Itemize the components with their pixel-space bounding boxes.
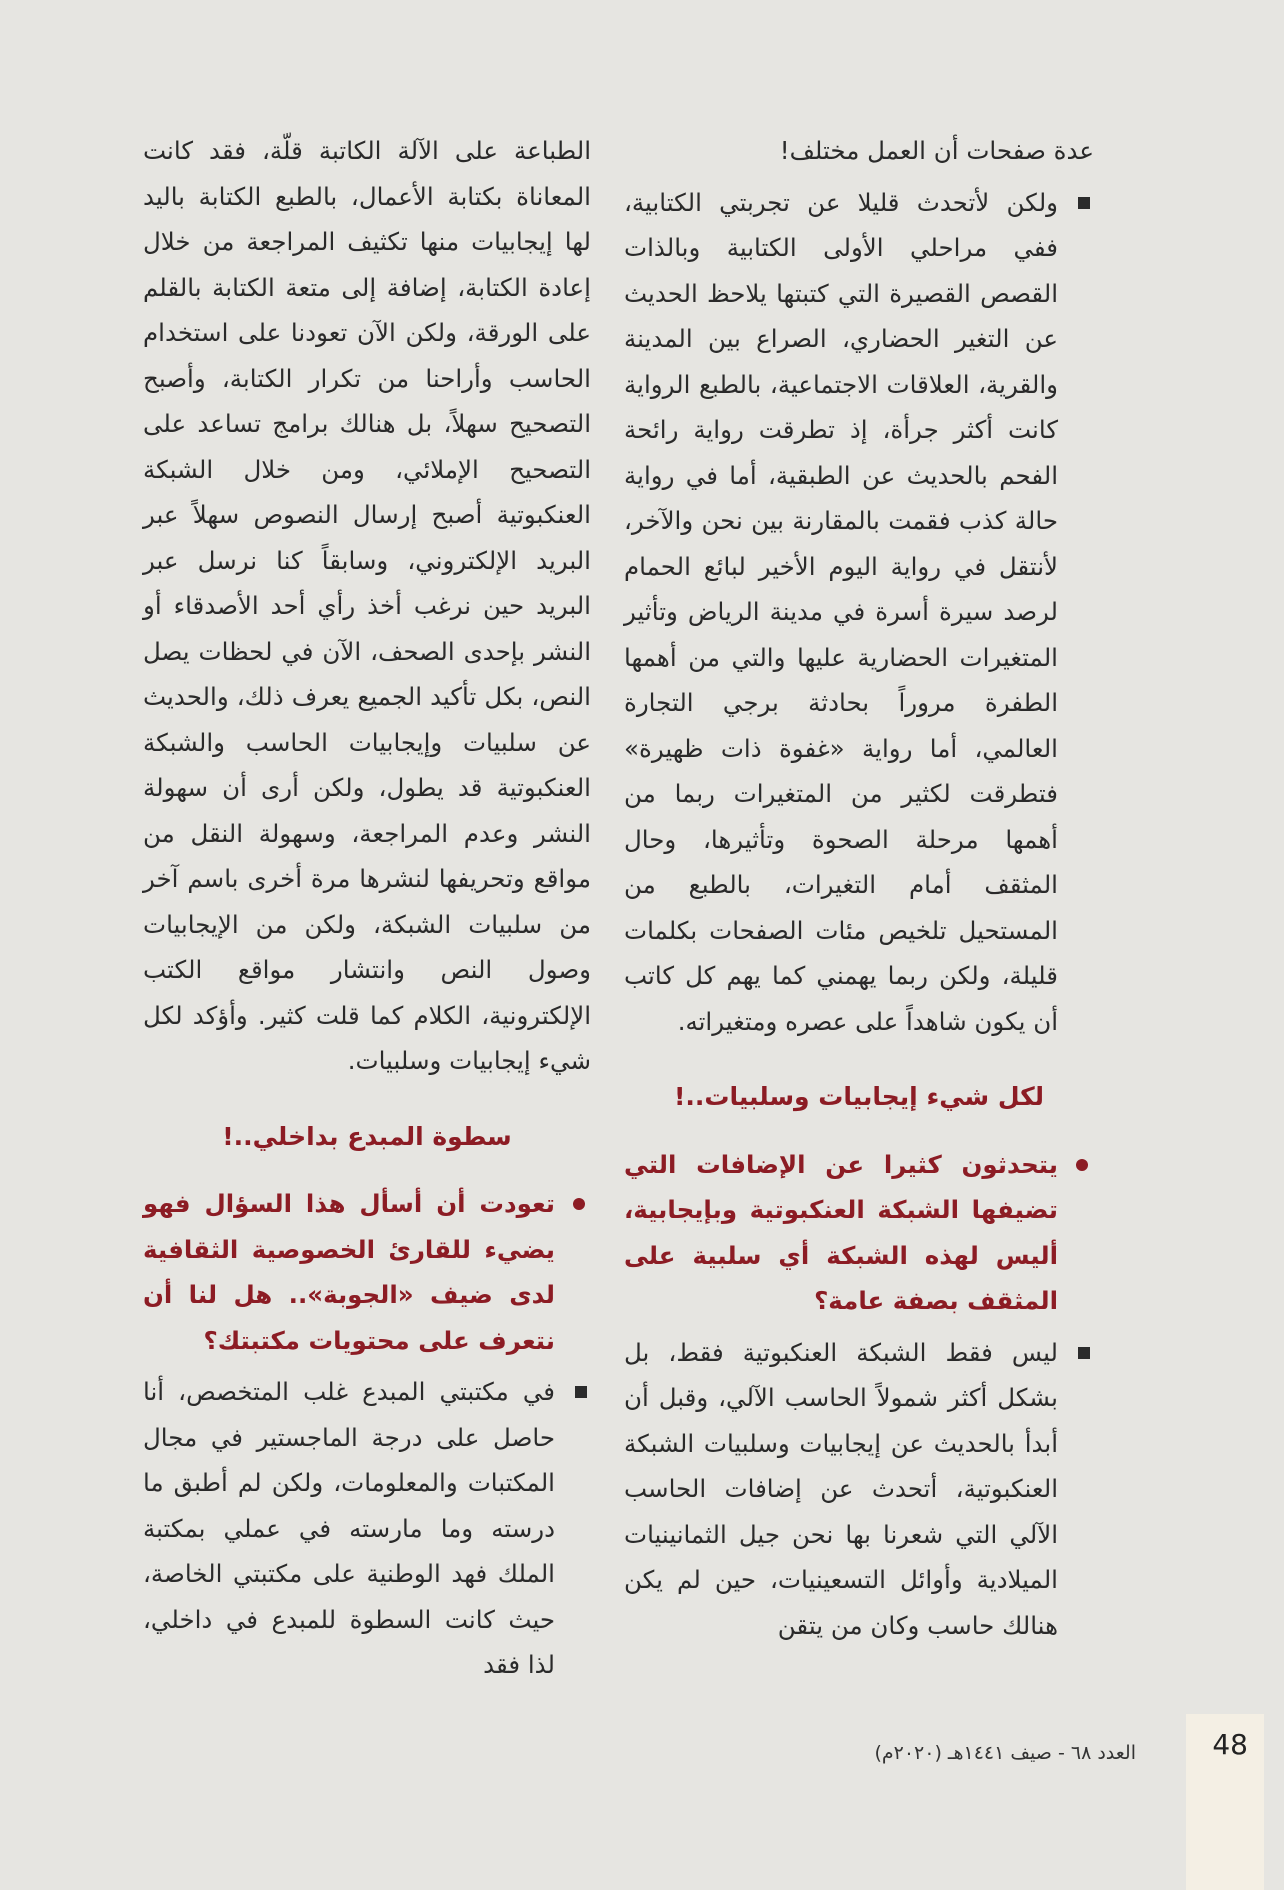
square-bullet-icon [1078, 1347, 1090, 1359]
right-column [624, 128, 1094, 1654]
paragraph-answer-network [624, 1330, 1094, 1649]
paragraph-text: في مكتبتي المبدع غلب المتخصص، أنا حاصل على درجة الماجستير في مجال المكتبات والمعلومات، ولكن لم أطبق ما درسته وما مارسته في عملي بمكتبة الملك فهد الوطنية على مكتبتي الخاصة، حيث كانت السطوة للمبدع في داخلي، لذا فقد [143, 1377, 555, 1679]
interview-question-library [143, 1181, 591, 1363]
question-text: يتحدثون كثيرا عن الإضافات التي تضيفها الشبكة العنكبوتية وبإيجابية، أليس لهذه الشبكة أي سلبية على المثقف بصفة عامة؟ [624, 1149, 1058, 1315]
section-heading-creator: سطوة المبدع بداخلي..! [222, 1121, 512, 1151]
paragraph-text: ليس فقط الشبكة العنكبوتية فقط، بل بشكل أكثر شمولاً الحاسب الآلي، وقبل أن أبدأ بالحديث عن إيجابيات وسلبيات الشبكة العنكبوتية، أتحدث عن إضافات الحاسب الآلي التي شعرنا بها نحن جيل الثمانينيات الميلادية وأوائل التسعينيات، حين لم يكن هنالك حاسب وكان من يتقن [624, 1337, 1058, 1640]
interview-question-network [624, 1142, 1094, 1324]
paragraph-answer-library [143, 1369, 591, 1688]
circle-bullet-icon [573, 1198, 585, 1210]
paragraph-text: ولكن لأتحدث قليلا عن تجربتي الكتابية، ففي مراحلي الأولى الكتابية وبالذات القصص القصيرة التي كتبتها يلاحظ الحديث عن التغير الحضاري، الصراع بين المدينة والقرية، العلاقات الاجتماعية، بالطبع الرواية كانت أكثر جرأة، إذ تطرقت رواية رائحة الفحم بالحديث عن الطبقية، أما في رواية حالة كذب فقمت بالمقارنة بين نحن والآخر، لأنتقل في رواية اليوم الأخير لبائع الحمام لرصد سيرة أسرة في مدينة الرياض وتأثير المتغيرات الحضارية عليها والتي من أهمها الطفرة مروراً بحادثة برجي التجارة العالمي، أما رواية «غفوة ذات ظهيرة» فتطرقت لكثير من المتغيرات ربما من أهمها مرحلة الصحوة وتأثيرها، وحال المثقف أمام التغيرات، بالطبع من المستحيل تلخيص مئات الصفحات بكلمات قليلة، ولكن ربما يهمني كما يهم كل كاتب أن يكون شاهداً على عصره ومتغيراته. [624, 187, 1058, 1036]
question-text: تعودت أن أسأل هذا السؤال فهو يضيء للقارئ الخصوصية الثقافية لدى ضيف «الجوبة».. هل لنا أن نتعرف على محتويات مكتبتك؟ [143, 1189, 555, 1355]
left-column [143, 128, 591, 1694]
paragraph-intro: عدة صفحات أن العمل مختلف! [779, 136, 1094, 165]
square-bullet-icon [575, 1386, 587, 1398]
page-number: 48 [1212, 1728, 1248, 1761]
paragraph-writing-experience [624, 180, 1094, 1045]
circle-bullet-icon [1076, 1159, 1088, 1171]
paragraph-typing: الطباعة على الآلة الكاتبة قلّة، فقد كانت المعاناة بكتابة الأعمال، بالطبع الكتابة باليد لها إيجابيات منها تكثيف المراجعة من خلال إعادة الكتابة، إضافة إلى متعة الكتابة بالقلم على الورقة، ولكن الآن تعودنا على استخدام الحاسب وأراحنا من تكرار الكتابة، وأصبح التصحيح سهلاً، بل هنالك برامج تساعد على التصحيح الإملائي، ومن خلال الشبكة العنكبوتية أصبح إرسال النصوص سهلاً عبر البريد الإلكتروني، وسابقاً كنا نرسل عبر البريد حين نرغب أخذ رأي أحد الأصدقاء أو النشر بإحدى الصحف، الآن في لحظات يصل النص، بكل تأكيد الجميع يعرف ذلك، والحديث عن سلبيات وإيجابيات الحاسب والشبكة العنكبوتية قد يطول، ولكن أرى أن سهولة النشر وعدم المراجعة، وسهولة النقل من مواقع وتحريفها لنشرها مرة أخرى باسم آخر من سلبيات الشبكة، ولكن من الإيجابيات وصول النص وانتشار مواقع الكتب الإلكترونية، الكلام كما قلت كثير. وأؤكد لكل شيء إيجابيات وسلبيات. [143, 136, 591, 1075]
section-heading-pros-cons: لكل شيء إيجابيات وسلبيات..! [673, 1082, 1045, 1111]
issue-info: العدد ٦٨ - صيف ١٤٤١هـ (٢٠٢٠م) [874, 1742, 1136, 1764]
square-bullet-icon [1078, 197, 1090, 209]
